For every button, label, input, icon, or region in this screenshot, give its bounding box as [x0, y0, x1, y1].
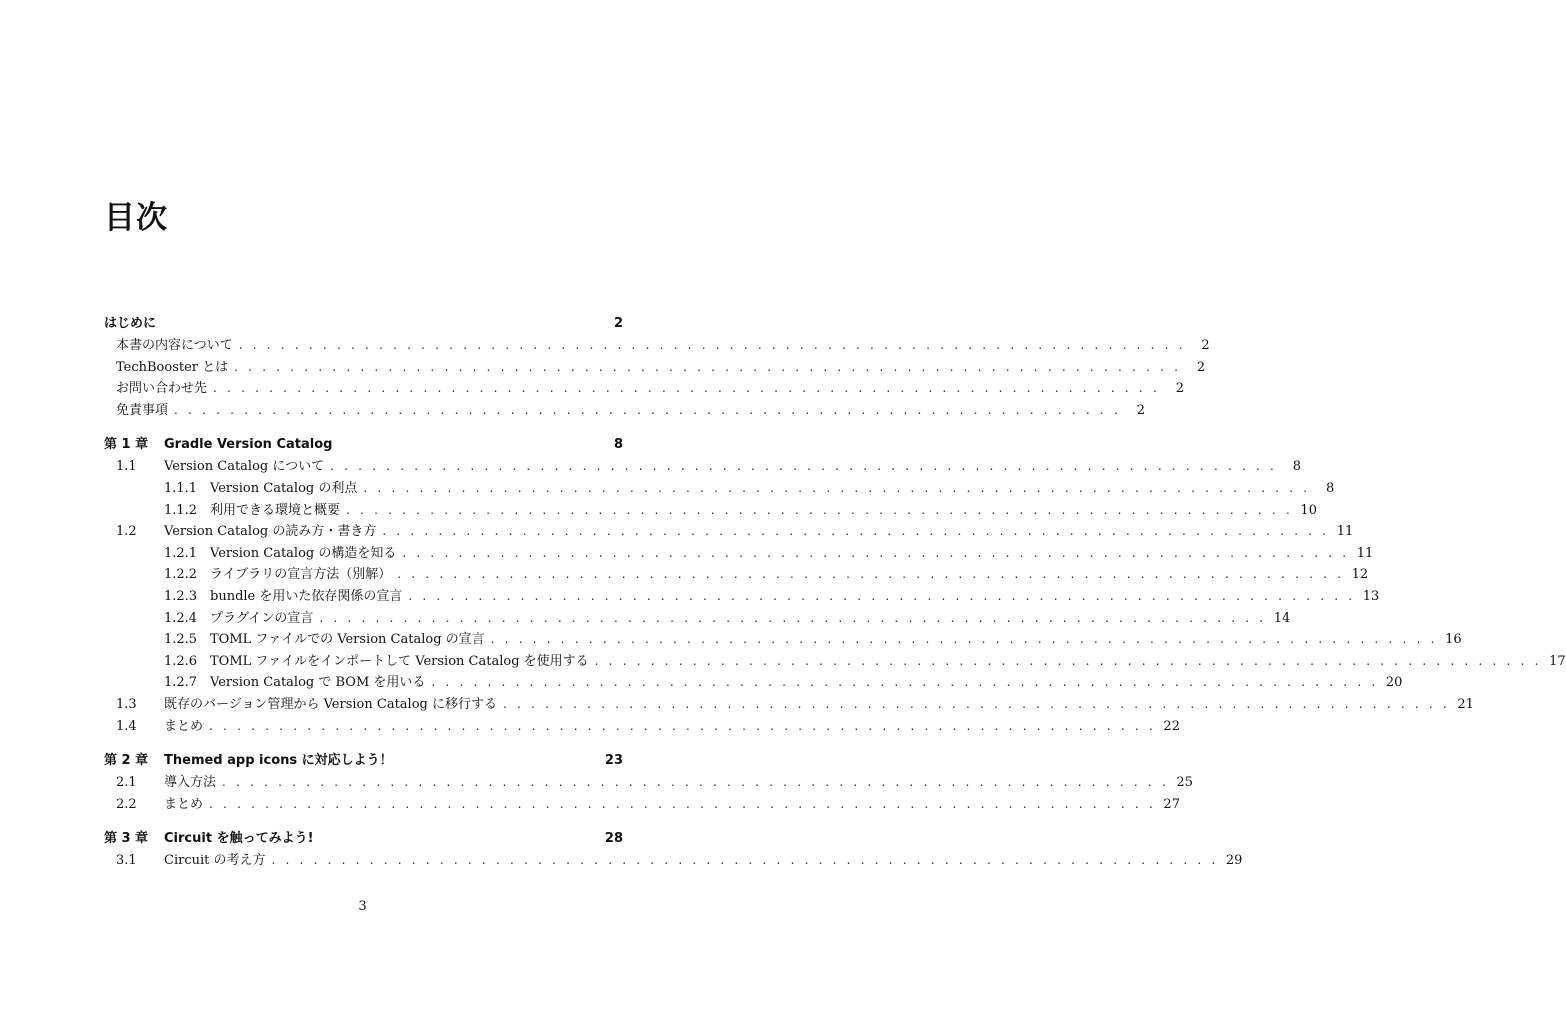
toc-entry-title: bundle を用いた依存関係の宣言 [210, 588, 403, 604]
toc-heading-page: 2 [613, 316, 623, 331]
toc-entry-title: 免責事項 [116, 402, 169, 418]
chapter-title: Circuit を触ってみよう! [164, 831, 314, 847]
chapter-title: Gradle Version Catalog [164, 437, 333, 453]
toc-entry-page: 22 [1163, 718, 1180, 734]
toc-entry-page: 10 [1300, 502, 1317, 518]
toc-entry-number: 1.2.2 [164, 567, 198, 583]
toc-entry-number: 1.2.6 [164, 653, 198, 669]
leader-dots [397, 567, 1344, 581]
chapter-label: 第 3 章 [104, 831, 149, 847]
leader-dots [209, 797, 1156, 811]
toc-chapter-heading[interactable] [104, 827, 623, 849]
toc-entry-title: 既存のバージョン管理から Version Catalog に移行する [164, 696, 497, 712]
toc-entry-title: 利用できる環境と概要 [210, 502, 341, 518]
toc-entry-title: TechBooster とは [116, 359, 229, 375]
toc-entry[interactable] [104, 628, 1462, 650]
leader-dots [491, 632, 1438, 646]
toc-entry-number: 1.1 [116, 459, 137, 475]
toc-entry-page: 2 [1175, 381, 1184, 397]
toc-entry[interactable] [104, 693, 1474, 715]
toc-entry-page: 14 [1273, 610, 1291, 626]
toc-entry-page: 11 [1336, 524, 1354, 540]
toc-chapter-heading[interactable] [104, 749, 623, 771]
toc-chapter-2 [104, 749, 1193, 814]
toc-entry-page: 12 [1351, 567, 1369, 583]
page-number: 3 [358, 899, 367, 914]
leader-dots [213, 381, 1160, 395]
leader-dots [272, 853, 1219, 867]
toc-entry[interactable] [104, 520, 1354, 542]
toc-entry-page: 25 [1176, 775, 1193, 791]
toc-entry[interactable] [104, 793, 1180, 815]
leader-dots [330, 459, 1277, 473]
toc-entry-page: 2 [1136, 402, 1145, 418]
toc-entry-number: 1.2.1 [164, 545, 198, 561]
toc-entry[interactable] [104, 771, 1193, 793]
toc-entry-page: 2 [1196, 359, 1206, 375]
toc-chapter-3 [104, 827, 1243, 871]
leader-dots [402, 546, 1349, 560]
toc-entry[interactable] [104, 585, 1380, 607]
chapter-page: 28 [604, 831, 623, 847]
toc-entry[interactable] [104, 849, 1243, 871]
toc-entry[interactable] [104, 607, 1291, 629]
toc-section-intro [104, 312, 1210, 420]
table-of-contents [104, 312, 1566, 884]
toc-entry-number: 1.2.3 [164, 588, 198, 604]
toc-entry-title: お問い合わせ先 [116, 381, 208, 397]
leader-dots [174, 403, 1121, 417]
leader-dots [382, 524, 1329, 538]
toc-entry-title: TOML ファイルでの Version Catalog の宣言 [210, 632, 485, 648]
toc-entry-page: 8 [1326, 480, 1335, 496]
toc-entry-number: 3.1 [116, 853, 137, 869]
toc-entry[interactable] [104, 334, 1210, 356]
toc-entry-number: 1.2.4 [164, 610, 198, 626]
toc-entry-number: 2.1 [116, 775, 137, 791]
toc-entry-page: 11 [1356, 545, 1374, 561]
toc-entry[interactable] [104, 671, 1403, 693]
page-title: 目次 [104, 200, 168, 236]
leader-dots [209, 719, 1156, 733]
toc-entry-number: 1.2 [116, 524, 137, 540]
toc-entry[interactable] [104, 542, 1374, 564]
toc-entry-number: 1.3 [116, 696, 137, 712]
toc-entry-title: ライブラリの宣言方法（別解） [210, 567, 392, 583]
leader-dots [222, 775, 1169, 789]
toc-entry-page: 21 [1457, 696, 1474, 712]
toc-entry-number: 1.2.5 [164, 632, 198, 648]
toc-entry-number: 1.1.2 [164, 502, 198, 518]
toc-entry[interactable] [104, 650, 1566, 672]
leader-dots [408, 589, 1355, 603]
toc-entry-title: Version Catalog の構造を知る [210, 545, 397, 561]
toc-heading-intro[interactable] [104, 312, 623, 334]
toc-entry-number: 2.2 [116, 796, 137, 812]
toc-entry[interactable] [104, 455, 1302, 477]
toc-entry-title: Circuit の考え方 [164, 853, 266, 869]
chapter-title: Themed app icons に対応しよう！ [164, 753, 393, 769]
toc-entry-title: 本書の内容について [116, 338, 233, 353]
toc-entry-page: 2 [1201, 338, 1210, 353]
leader-dots [319, 611, 1266, 625]
toc-entry-title: プラグインの宣言 [210, 610, 314, 626]
toc-entry-number: 1.4 [116, 718, 137, 734]
toc-entry[interactable] [104, 399, 1145, 421]
toc-entry-title: Version Catalog の利点 [210, 480, 358, 496]
leader-dots [234, 360, 1181, 374]
leader-dots [595, 654, 1542, 668]
toc-chapter-heading[interactable] [104, 433, 623, 455]
toc-entry-page: 17 [1549, 653, 1566, 669]
toc-entry-page: 16 [1445, 632, 1462, 648]
toc-entry-title: Version Catalog で BOM を用いる [210, 675, 426, 691]
toc-entry[interactable] [104, 356, 1206, 378]
toc-heading-title: はじめに [104, 316, 157, 331]
toc-entry[interactable] [104, 477, 1335, 499]
toc-entry-title: Version Catalog の読み方・書き方 [164, 524, 377, 540]
toc-entry-page: 20 [1385, 675, 1403, 691]
leader-dots [363, 481, 1310, 495]
toc-entry-page: 8 [1292, 459, 1302, 475]
toc-entry[interactable] [104, 499, 1317, 521]
toc-entry-title: まとめ [164, 718, 204, 734]
toc-entry[interactable] [104, 563, 1369, 585]
toc-entry-page: 27 [1163, 796, 1180, 812]
leader-dots [431, 675, 1378, 689]
toc-entry[interactable] [104, 715, 1180, 737]
leader-dots [239, 338, 1186, 352]
toc-entry-number: 1.1.1 [164, 480, 198, 496]
toc-entry-title: TOML ファイルをインポートして Version Catalog を使用する [210, 653, 589, 669]
toc-entry-page: 13 [1362, 588, 1380, 604]
leader-dots [503, 697, 1450, 711]
chapter-label: 第 1 章 [104, 437, 149, 453]
toc-entry-title: Version Catalog について [164, 459, 325, 475]
chapter-page: 8 [613, 437, 623, 453]
toc-entry-title: 導入方法 [164, 775, 217, 791]
chapter-page: 23 [604, 753, 623, 769]
chapter-label: 第 2 章 [104, 753, 149, 769]
toc-entry[interactable] [104, 377, 1184, 399]
toc-chapter-1 [104, 433, 1566, 736]
toc-entry-number: 1.2.7 [164, 675, 198, 691]
toc-entry-page: 29 [1225, 853, 1243, 869]
leader-dots [346, 503, 1293, 517]
toc-entry-title: まとめ [164, 796, 204, 812]
